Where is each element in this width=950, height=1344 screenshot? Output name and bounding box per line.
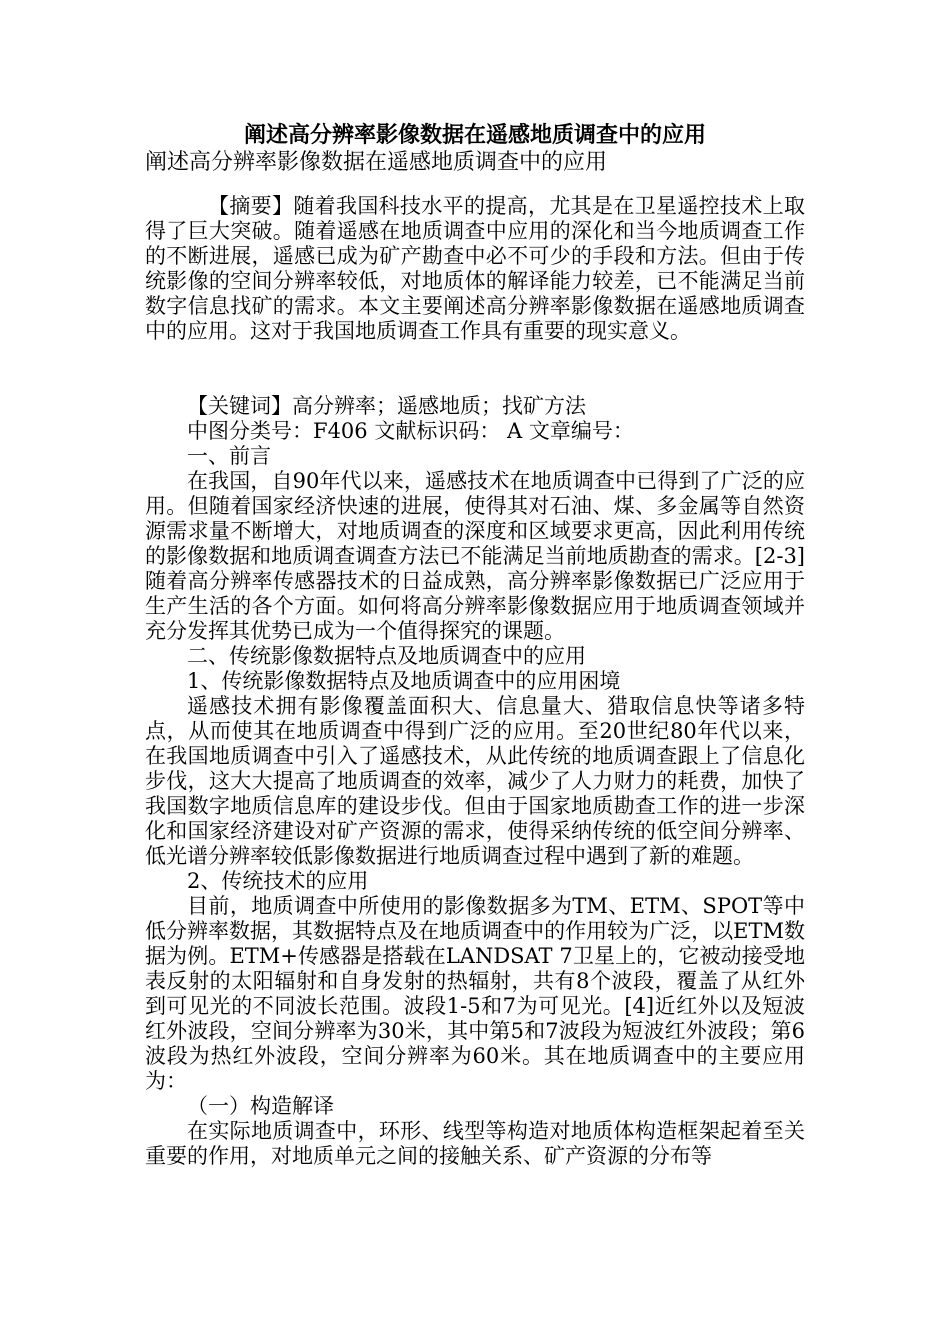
paragraph-spacer	[145, 344, 805, 369]
keywords-line: 【关键词】高分辨率；遥感地质；找矿方法	[187, 394, 586, 418]
body-paragraph: 目前，地质调查中所使用的影像数据多为TM、ETM、SPOT等中低分辨率数据，其数据特点及在地质调查中的作用较为广泛，以ETM数据为例。ETM+传感器是搭载在LANDSAT 7卫星上的，它被动接受地表反射的太阳辐射和自身发射的热辐射，共有8个波段，覆盖了从红外到可见光的不同波长范围。波段1-5和7为可见光。[4]近红外以及短波红外波段，空间分辨率为30米，其中第5和7波段为短波红外波段；第6波段为热红外波段，空间分辨率为60米。其在地质调查中的主要应用为：	[145, 894, 805, 1093]
document-title: 阐述高分辨率影像数据在遥感地质调查中的应用	[243, 122, 706, 148]
body-paragraph: 在我国，自90年代以来，遥感技术在地质调查中已得到了广泛的应用。但随着国家经济快速的进展，使得其对石油、煤、多金属等自然资源需求量不断增大，对地质调查的深度和区域要求更高，因此利用传统的影像数据和地质调查调查方法已不能满足当前地质勘查的需求。[2-3]随着高分辨率传感器技术的日益成熟，高分辨率影像数据已广泛应用于生产生活的各个方面。如何将高分辨率影像数据应用于地质调查领域并充分发挥其优势已成为一个值得探究的课题。	[145, 469, 805, 643]
abstract-paragraph: 【摘要】随着我国科技水平的提高，尤其是在卫星遥控技术上取得了巨大突破。随着遥感在地质调查中应用的深化和当今地质调查工作的不断进展，遥感已成为矿产勘查中必不可少的手段和方法。但由于传统影像的空间分辨率较低，对地质体的解译能力较差，已不能满足当前数字信息找矿的需求。本文主要阐述高分辨率影像数据在遥感地质调查中的应用。这对于我国地质调查工作具有重要的现实意义。	[145, 194, 805, 343]
document-body	[145, 194, 805, 1169]
section-heading: 二、传统影像数据特点及地质调查中的应用	[187, 644, 586, 668]
body-paragraph: 在实际地质调查中，环形、线型等构造对地质体构造框架起着至关重要的作用，对地质单元之间的接触关系、矿产资源的分布等	[145, 1119, 805, 1168]
document-subtitle: 阐述高分辨率影像数据在遥感地质调查中的应用	[145, 150, 608, 175]
classification-line: 中图分类号：F406 文献标识码： A 文章编号：	[187, 419, 634, 443]
body-paragraph: 遥感技术拥有影像覆盖面积大、信息量大、猎取信息快等诸多特点，从而使其在地质调查中得到广泛的应用。至20世纪80年代以来，在我国地质调查中引入了遥感技术，从此传统的地质调查跟上了信息化步伐，这大大提高了地质调查的效率，减少了人力财力的耗费，加快了我国数字地质信息库的建设步伐。但由于国家地质勘查工作的进一步深化和国家经济建设对矿产资源的需求，使得采纳传统的低空间分辨率、低光谱分辨率较低影像数据进行地质调查过程中遇到了新的难题。	[145, 694, 805, 868]
subsection-heading: 1、传统影像数据特点及地质调查中的应用困境	[187, 669, 621, 693]
subsection-heading: （一）构造解译	[187, 1094, 334, 1118]
paragraph-spacer	[145, 369, 805, 394]
section-heading: 一、前言	[187, 444, 271, 468]
subsection-heading: 2、传统技术的应用	[187, 869, 369, 893]
